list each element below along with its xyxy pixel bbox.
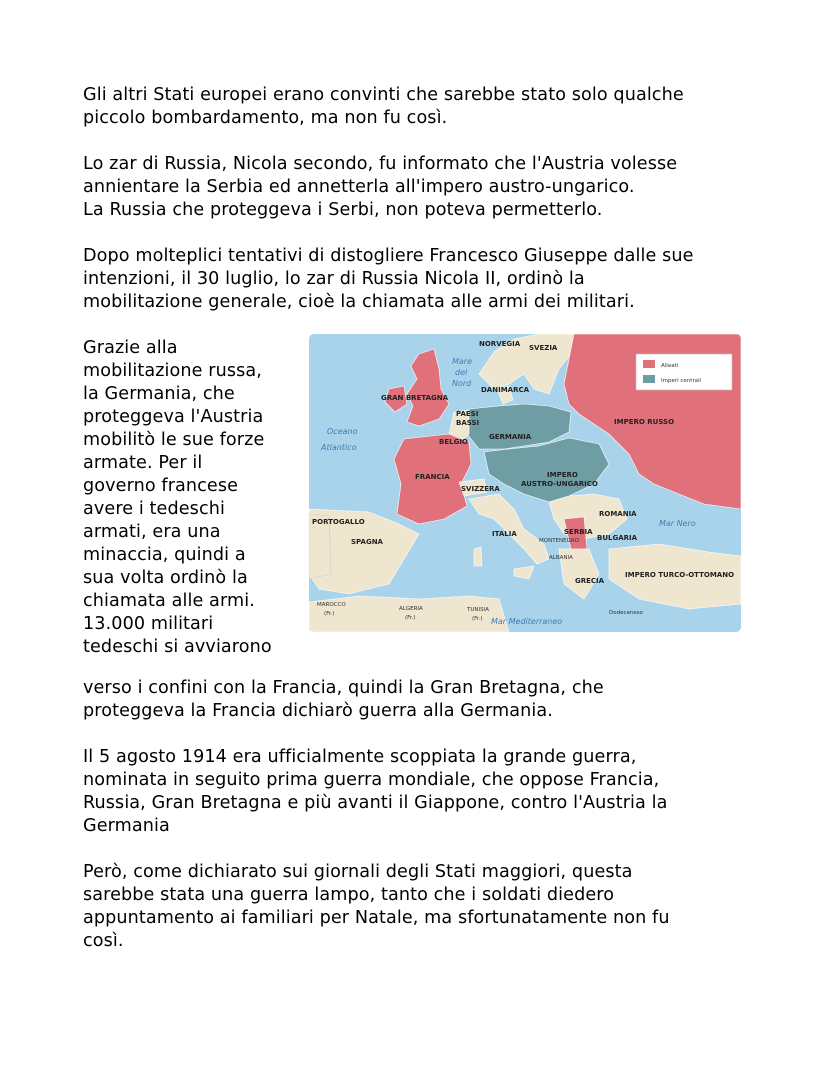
label-mediterraneo: Mar Mediterraneo [491,617,563,626]
label-svizzera: SVIZZERA [461,485,500,493]
paragraph-2: Lo zar di Russia, Nicola secondo, fu informato che l'Austria volesse annientare la Serbia ed annetterla all'impero austro-ungarico. La Russia che proteggeva i Serbi, non poteva permetterlo. [83,154,678,220]
label-spagna: SPAGNA [351,538,383,546]
paragraph-5: Il 5 agosto 1914 era ufficialmente scoppiata la grande guerra, nominata in seguito prima guerra mondiale, che oppose Francia, Russia, Gran Bretagna e più avanti il Giappone, contro l'Austria la Germania [83,747,668,836]
label-danimarca: DANIMARCA [481,386,530,394]
label-bulgaria: BULGARIA [597,534,638,542]
map-section [83,337,743,677]
label-germania: GERMANIA [489,433,532,441]
label-albania: ALBANIA [549,555,573,561]
label-algeria: ALGERIA [399,606,423,612]
label-serbia: SERBIA [564,528,593,536]
label-mare-nord-3: Nord [452,379,472,388]
label-mare-nord-2: del [455,368,468,377]
label-dodecaneso: Dodecaneso [609,610,643,616]
label-turchia: IMPERO TURCO-OTTOMANO [625,571,735,579]
label-algeria-fr: (Fr.) [405,615,416,621]
label-gran-bretagna: GRAN BRETAGNA [381,394,449,402]
paragraph-6: Però, come dichiarato sui giornali degli Stati maggiori, questa sarebbe stata una guerra lampo, tanto che i soldati diedero appuntamento ai familiari per Natale, ma sfortunatamente non fu così. [83,862,670,951]
map-illustration [309,334,741,632]
paragraph-1: Gli altri Stati europei erano convinti che sarebbe stato solo qualche piccolo bombardamento, ma non fu così. [83,85,684,128]
label-grecia: GRECIA [575,577,605,585]
label-tunisia-fr: (Fr.) [472,616,483,622]
label-mar-nero: Mar Nero [659,519,696,528]
label-belgio: BELGIO [439,438,468,446]
label-romania: ROMANIA [599,510,637,518]
label-marocco: MAROCCO [317,602,346,608]
label-francia: FRANCIA [415,473,450,481]
label-portogallo: PORTOGALLO [312,518,365,526]
document-page [83,84,743,976]
legend-allies: Alleati [661,363,679,369]
label-paesi-bassi-1: PAESI [456,410,479,418]
label-norvegia: NORVEGIA [479,340,521,348]
label-oceano-2: Atlantico [321,443,357,452]
legend-central: Imperi centrali [661,378,702,384]
label-marocco-fr: (Fr.) [324,611,335,617]
label-impero-russo: IMPERO RUSSO [614,418,675,426]
label-austria-1: IMPERO [547,471,578,479]
europe-1914-map [309,334,741,632]
label-svezia: SVEZIA [529,344,558,352]
label-paesi-bassi-2: BASSI [456,419,480,427]
label-mare-nord-1: Mare [452,357,473,366]
paragraph-4-wrapped: Grazie alla mobilitazione russa, la Germania, che proteggeva l'Austria mobilitò le sue forze armate. Per il governo francese avere i tedeschi armati, era una minaccia, quindi a sua volta ordinò la chiamata alle armi. 13.000 militari tedeschi si avviarono [83,338,272,657]
label-montenegro: MONTENEGRO [539,538,580,544]
paragraph-3: Dopo molteplici tentativi di distogliere Francesco Giuseppe dalle sue intenzioni, il 30 luglio, lo zar di Russia Nicola II, ordinò la mobilitazione generale, cioè la chiamata alle armi dei militari. [83,246,694,312]
paragraph-4-continued: verso i confini con la Francia, quindi la Gran Bretagna, che proteggeva la Francia dichiarò guerra alla Germania. [83,678,604,721]
label-tunisia: TUNISIA [467,607,489,613]
label-oceano-1: Oceano [327,427,358,436]
label-austria-2: AUSTRO-UNGARICO [521,480,598,488]
label-italia: ITALIA [492,530,517,538]
